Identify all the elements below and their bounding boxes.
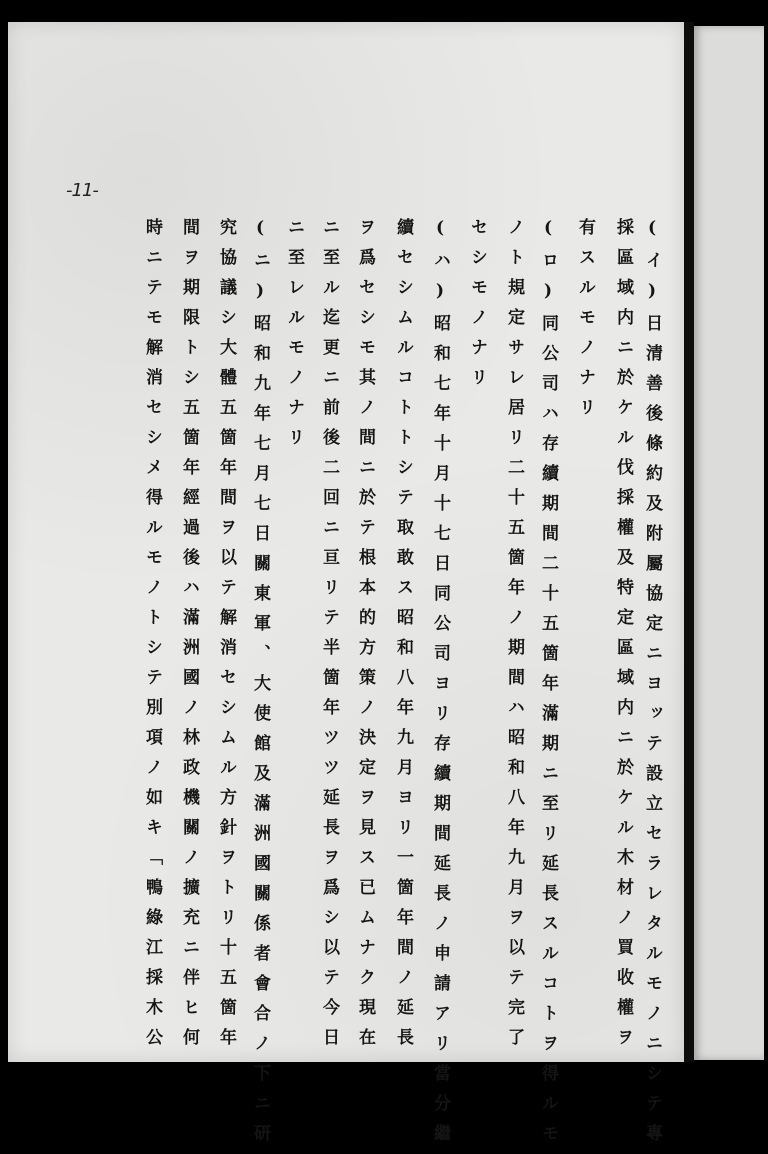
text-column: ヲ爲セシモ其ノ間ニ於テ根本的方策ノ決定ヲ見ス已ムナク現在 [355,218,375,1058]
text-column: 續セシムルコトトシテ取敢ス昭和八年九月ヨリ一箇年間ノ延長 [393,218,413,1058]
text-column: ノト規定サレ居リ二十五箇年ノ期間ハ昭和八年九月ヲ以テ完了 [504,218,524,1058]
text-column: 有スルモノナリ [575,218,595,428]
page-number: -11- [66,180,98,201]
text-column: ニ至ル迄更ニ前後二回ニ亘リテ半箇年ツツ延長ヲ爲シ以テ今日 [319,218,339,1058]
text-column: 時ニテモ解消セシメ得ルモノトシテ別項ノ如キ「鴨綠江採木公 [142,218,162,1058]
text-column: (ハ)昭和七年十月十七日同公司ヨリ存續期間延長ノ申請アリ當分繼 [430,218,450,1154]
text-column: 間ヲ期限トシ五箇年經過後ハ滿洲國ノ林政機關ノ擴充ニ伴ヒ何 [179,218,199,1058]
text-column: (ニ)昭和九年七月七日關東軍、大使館及滿洲國關係者會合ノ下ニ研 [250,218,270,1154]
text-column: 採區域内ニ於ケル伐採權及特定區域内ニ於ケル木材ノ買收權ヲ [613,218,633,1058]
text-column: セシモノナリ [467,218,487,398]
binding-gutter [684,22,694,1062]
adjacent-page-edge [694,26,764,1060]
text-column: ニ至レルモノナリ [284,218,304,458]
text-column: (イ)日清善後條約及附屬協定ニヨッテ設立セラレタルモノニシテ專 [642,218,662,1154]
text-column: 究協議シ大體五箇年間ヲ以テ解消セシムル方針ヲトリ十五箇年 [216,218,236,1058]
text-column: (ロ)同公司ハ存續期間二十五箇年滿期ニ至リ延長スルコトヲ得ルモ [538,218,558,1154]
